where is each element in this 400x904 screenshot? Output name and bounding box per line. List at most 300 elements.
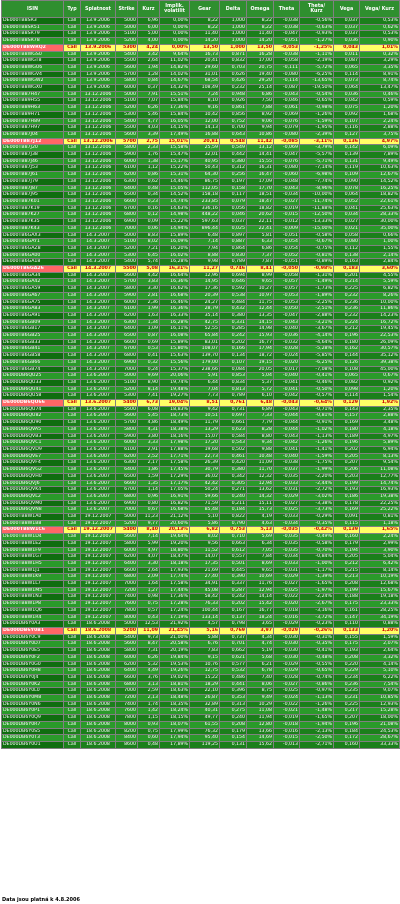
table-row [2,98,400,105]
table-cell: -0,048 [274,178,300,185]
table-cell: 5100 [116,31,138,38]
isin-cell: DE000DB6Y0T3 [2,735,64,742]
table-cell: -0,046 [274,98,300,105]
table-row [2,440,400,447]
table-cell: 25,63% [360,205,400,212]
isin-cell: DE000TB6GB58 [2,353,64,360]
table-cell: 13.6.2007 [81,433,116,440]
table-cell: -0,040 [274,453,300,460]
isin-cell: DE000TB6GB33 [2,339,64,346]
table-cell: 0,57 [138,607,160,614]
table-row [2,131,400,138]
table-cell: 9,54% [360,460,400,467]
table-cell: 15,55 [247,158,274,165]
table-cell: -0,076 [274,118,300,125]
isin-cell: DE000TB8SR3 [2,18,64,25]
table-cell: 24,27 [190,299,220,306]
table-cell: 18,15% [160,715,190,722]
table-cell: -0,069 [274,111,300,118]
table-cell: 13.12.2006 [81,91,116,98]
isin-cell: DE000DB6QVM0 [2,500,64,507]
table-row [2,587,400,594]
table-cell: 0,396 [220,688,247,695]
table-cell: 7000 [116,366,138,373]
table-row [2,520,400,527]
table-cell: -0,025 [274,587,300,594]
isin-cell: DE000DB6QU58 [2,393,64,400]
table-cell: 5500 [116,266,138,273]
table-cell: 0,229 [334,668,360,675]
table-cell: 17,20 [190,440,220,447]
table-cell: 18,47 [247,198,274,205]
table-cell: 0,643 [220,131,247,138]
table-cell: 14,14 [247,594,274,601]
table-cell: 13.9.2006 [81,78,116,85]
table-cell: -0,025 [274,507,300,514]
table-cell: 17,58% [160,581,190,588]
table-cell: 8,10 [190,98,220,105]
table-cell: 13.12.2006 [81,118,116,125]
table-cell: 0,114 [334,71,360,78]
table-cell: 0,199 [334,587,360,594]
table-cell: Call [64,125,81,132]
table-cell: 0,138 [334,252,360,259]
table-cell: 13,12 [247,145,274,152]
table-cell: -1,26% [300,111,334,118]
table-cell: 10,76 [190,661,220,668]
table-cell: 20,58% [160,641,190,648]
table-cell: 8,02 [138,239,160,246]
table-cell: 0,131 [220,741,247,748]
table-cell: 13.9.2006 [81,38,116,45]
table-row [2,594,400,601]
table-cell: 2,64 [138,567,160,574]
table-cell: 14,20 [190,38,220,45]
table-cell: 18,80% [160,547,190,554]
table-body [2,18,400,749]
table-cell: 6800 [116,353,138,360]
table-cell: 10,85% [360,695,400,702]
table-cell: 6600 [116,339,138,346]
highlighted-table-row [2,400,400,407]
isin-cell: DE000TB87K35 [2,219,64,226]
table-cell: 0,502 [220,447,247,454]
isin-cell: DE000TB8W1D4 [2,534,64,541]
table-cell: 18,24 [247,614,274,621]
table-cell: 14,23% [360,312,400,319]
table-cell: -0,029 [274,621,300,628]
table-cell: 17,71% [160,453,190,460]
table-row [2,420,400,427]
table-cell: 0,753 [220,527,247,534]
table-cell: -0,040 [274,326,300,333]
table-cell: 9,69 [138,373,160,380]
table-cell: 2,84% [360,259,400,266]
table-cell: -0,49% [300,534,334,541]
table-cell: 3,83 [138,279,160,286]
table-cell: -0,46% [300,379,334,386]
table-cell: 1,12 [138,165,160,172]
table-cell: 18.6.2008 [81,668,116,675]
table-cell: 18.6.2008 [81,674,116,681]
table-cell: 45,08 [190,587,220,594]
table-cell: 0,88% [360,621,400,628]
table-cell: 6000 [116,299,138,306]
table-cell: 12,32 [247,473,274,480]
table-cell: 0,134 [220,353,247,360]
table-cell: 0,90% [360,38,400,45]
table-cell: -13,65% [300,78,334,85]
table-cell: 0,196 [334,333,360,340]
table-cell: 25,14 [247,85,274,92]
table-cell: 14,69 [247,735,274,742]
table-cell: 0,107 [220,359,247,366]
table-cell: -0,71% [300,406,334,413]
table-cell: 0,662 [220,648,247,655]
table-cell: -1,65% [300,581,334,588]
table-cell: 24,53% [360,728,400,735]
table-cell: Call [64,158,81,165]
table-cell: 16,72% [360,319,400,326]
table-cell: Call [64,105,81,112]
table-cell: -0,043 [274,433,300,440]
table-cell: Call [64,480,81,487]
table-cell: 5600 [116,534,138,541]
table-cell: -0,029 [274,661,300,668]
table-cell: 0,46% [360,91,400,98]
isin-cell: DE000DB6QVE7 [2,453,64,460]
table-row [2,460,400,467]
isin-cell: DE000DB6Y0S5 [2,728,64,735]
table-cell: -4,14% [300,333,334,340]
table-cell: 8,92 [247,111,274,118]
table-cell: 0,186 [334,493,360,500]
table-cell: 13.6.2007 [81,493,116,500]
table-cell: 9,77 [138,520,160,527]
table-cell: Call [64,373,81,380]
table-cell: 14,46% [160,178,190,185]
table-cell: 17,29% [160,473,190,480]
table-cell: -2,24% [300,594,334,601]
table-cell: -5,85% [300,353,334,360]
table-cell: Call [64,359,81,366]
table-row [2,574,400,581]
isin-cell: DE000TB8W1R4 [2,614,64,621]
table-cell: 16,68% [160,292,190,299]
isin-cell: DE000TB6GA91 [2,312,64,319]
table-cell: 0,697 [220,413,247,420]
table-cell: 5200 [116,386,138,393]
table-cell: 2,09 [138,574,160,581]
table-cell: 14.3.2007 [81,252,116,259]
table-cell: 18.6.2008 [81,681,116,688]
table-cell: 14.3.2007 [81,312,116,319]
table-cell: -0,020 [274,601,300,608]
table-cell: -0,027 [274,681,300,688]
table-cell: Call [64,286,81,293]
table-cell: 1,20% [360,386,400,393]
table-cell: 0,53 [138,346,160,353]
table-row [2,71,400,78]
column-header: Vega/ Kurz [360,1,400,18]
table-cell: -1,97% [300,587,334,594]
header-row [2,1,400,18]
isin-cell: DE000TB8WRQ2 [2,44,64,51]
table-cell: 7,83 [190,648,220,655]
table-cell: 5200 [116,38,138,45]
table-cell: -3,21% [300,319,334,326]
table-cell: 11,23 [138,514,160,521]
table-cell: -0,84% [300,554,334,561]
table-cell: 0,441 [220,681,247,688]
isin-cell: DE000TB8W1Q6 [2,607,64,614]
table-cell: 0,232 [334,292,360,299]
table-row [2,735,400,742]
table-cell: 0,461 [220,453,247,460]
table-cell: 5000 [116,91,138,98]
table-cell: 0,180 [334,426,360,433]
table-cell: -0,58% [300,232,334,239]
table-cell: 14,95 [190,279,220,286]
table-cell: -0,027 [274,581,300,588]
table-cell: Call [64,78,81,85]
table-cell: -0,044 [274,413,300,420]
table-cell: 16,33% [160,312,190,319]
table-cell: 0,242 [220,594,247,601]
table-cell: 1,38 [138,158,160,165]
table-cell: 4,97% [360,433,400,440]
table-cell: 0,046 [220,212,247,219]
table-row [2,152,400,159]
table-cell: 3,30 [138,560,160,567]
table-cell: 9,06 [247,118,274,125]
table-cell: -7,14% [300,165,334,172]
table-cell: 0,231 [334,695,360,702]
table-cell: 9,42 [190,406,220,413]
table-cell: 0,098 [334,386,360,393]
table-cell: 5,13 [247,527,274,534]
table-cell: 1,63 [138,312,160,319]
table-cell: -2,67% [300,601,334,608]
table-cell: 14,07 [190,554,220,561]
table-cell: 36,02 [190,473,220,480]
table-cell: 13.6.2007 [81,473,116,480]
table-cell: -0,028 [274,346,300,353]
table-cell: 5100 [116,379,138,386]
table-cell: 3,39 [138,131,160,138]
table-row [2,252,400,259]
table-cell: 7,89% [360,152,400,159]
table-cell: Call [64,547,81,554]
isin-cell: DE000DB6Y0C9 [2,634,64,641]
isin-cell: DE000TB89H71 [2,111,64,118]
isin-cell: DE000TB8W1P8 [2,601,64,608]
table-cell: 0,92% [360,379,400,386]
table-cell: 0,161 [334,607,360,614]
table-row [2,648,400,655]
table-cell: Call [64,574,81,581]
isin-cell: DE000TB8W1L7 [2,581,64,588]
table-cell: 5,46 [138,111,160,118]
table-cell: -0,043 [274,400,300,407]
table-cell: 0,432 [220,306,247,313]
footer-note: Data jsou platná k 4.8.2006 [2,897,80,903]
table-cell: 0,41 [138,353,160,360]
table-cell: 20,60% [160,520,190,527]
table-cell: 13.12.2006 [81,219,116,226]
table-cell: 0,700 [220,125,247,132]
table-cell: 0,98 [138,594,160,601]
table-cell: 18.6.2008 [81,715,116,722]
table-cell: 0,193 [334,648,360,655]
table-cell: 0,087 [334,58,360,65]
isin-cell: DE000TB89H63 [2,105,64,112]
table-cell: Call [64,601,81,608]
table-cell: 5000 [116,373,138,380]
table-cell: -1,75% [300,460,334,467]
table-cell: -10,00% [300,192,334,199]
table-cell: 18,51 [247,192,274,199]
table-cell: -0,053 [274,292,300,299]
table-cell: 18,73% [160,413,190,420]
table-cell: 13.9.2006 [81,24,116,31]
table-cell: 0,131 [334,158,360,165]
table-cell: -0,29% [300,514,334,521]
table-cell: -0,41% [300,373,334,380]
table-cell: Call [64,674,81,681]
isin-cell: DE000DB6QVC1 [2,440,64,447]
table-cell: 8,13% [360,453,400,460]
table-cell: 0,064 [334,192,360,199]
table-cell: -0,97% [300,688,334,695]
table-cell: 9,16 [190,105,220,112]
table-cell: 6900 [116,359,138,366]
table-cell: 0,621 [220,654,247,661]
table-cell: 40,31 [190,708,220,715]
table-cell: 12,94 [247,587,274,594]
isin-cell: DE000TB6GAY1 [2,239,64,246]
table-cell: 12,77% [360,473,400,480]
table-cell: 0,331 [220,319,247,326]
table-row [2,715,400,722]
table-cell: 10,48 [247,453,274,460]
table-cell: 0,065 [334,373,360,380]
table-cell: 3,13 [138,681,160,688]
table-cell: 0,193 [334,487,360,494]
table-cell: 14,74% [160,198,190,205]
table-cell: 19,18% [360,594,400,601]
table-cell: 0,179 [334,540,360,547]
table-cell: 0,183 [334,266,360,273]
table-cell: Call [64,507,81,514]
table-cell: 4,86 [138,420,160,427]
isin-cell: DE000TB8W1J1 [2,567,64,574]
table-row [2,158,400,165]
table-cell: 7,50 [247,98,274,105]
table-row [2,333,400,340]
table-cell: -7,74% [300,178,334,185]
table-row [2,447,400,454]
table-cell: 15,11 [247,500,274,507]
table-cell: 0,43 [138,614,160,621]
table-cell: 15,62 [247,741,274,748]
table-cell: 1,27 [138,587,160,594]
table-cell: Call [64,406,81,413]
table-cell: -0,035 [274,540,300,547]
table-cell: 0,169 [334,507,360,514]
table-cell: 10,63% [360,165,400,172]
table-cell: 0,157 [334,413,360,420]
table-cell: 29,20 [247,78,274,85]
table-cell: 0,073 [334,78,360,85]
isin-cell: DE000DB6Y0H8 [2,668,64,675]
isin-cell: DE000TB6GA75 [2,299,64,306]
table-cell: Call [64,554,81,561]
table-cell: 1,20% [360,627,400,634]
isin-cell: DE000TB8W1F9 [2,547,64,554]
table-cell: 5700 [116,420,138,427]
table-cell: 19,84% [160,654,190,661]
table-cell: -2,71% [300,741,334,748]
table-cell: 3,32% [360,654,400,661]
table-cell: -0,041 [274,379,300,386]
table-cell: -0,029 [274,627,300,634]
table-cell: -1,26% [300,440,334,447]
table-cell: 11,02% [160,58,190,65]
table-cell: 0,224 [334,319,360,326]
table-cell: 3,80 [138,433,160,440]
table-cell: 17,98% [160,440,190,447]
isin-cell: DE000TB6GA26 [2,266,64,273]
table-cell: Call [64,131,81,138]
isin-cell: DE000DB6QVA5 [2,426,64,433]
isin-cell: DE000DB6QVN8 [2,507,64,514]
table-cell: 18.6.2008 [81,641,116,648]
table-cell: 5,88 [190,634,220,641]
table-cell: -0,021 [274,708,300,715]
isin-cell: DE000DB6Y0A3 [2,621,64,628]
table-cell: 9,65 [247,279,274,286]
table-row [2,634,400,641]
table-cell: 0,136 [334,138,360,145]
isin-cell: DE000TB8SR78 [2,38,64,45]
table-cell: Call [64,71,81,78]
isin-cell: DE000TB87J12 [2,138,64,145]
table-cell: Call [64,447,81,454]
table-cell: 6,00 [138,24,160,31]
table-row [2,165,400,172]
table-cell: -1,48% [300,708,334,715]
table-cell: 15,93 [247,333,274,340]
table-cell: -0,035 [274,473,300,480]
table-cell: 0,240 [220,493,247,500]
isin-cell: DE000TB8SR51 [2,24,64,31]
table-cell: 13.6.2007 [81,400,116,407]
table-cell: 18.6.2008 [81,627,116,634]
table-cell: 6400 [116,326,138,333]
table-cell: 17,45% [160,467,190,474]
table-cell: -0,035 [274,534,300,541]
table-cell: 5,86 [190,520,220,527]
table-cell: 12,94 [247,480,274,487]
table-cell: Call [64,460,81,467]
table-cell: 0,129 [334,400,360,407]
table-cell: 5600 [116,272,138,279]
table-cell: 0,205 [334,453,360,460]
table-cell: 19,02% [160,674,190,681]
table-cell: -0,81% [300,413,334,420]
table-cell: -0,23% [300,621,334,628]
